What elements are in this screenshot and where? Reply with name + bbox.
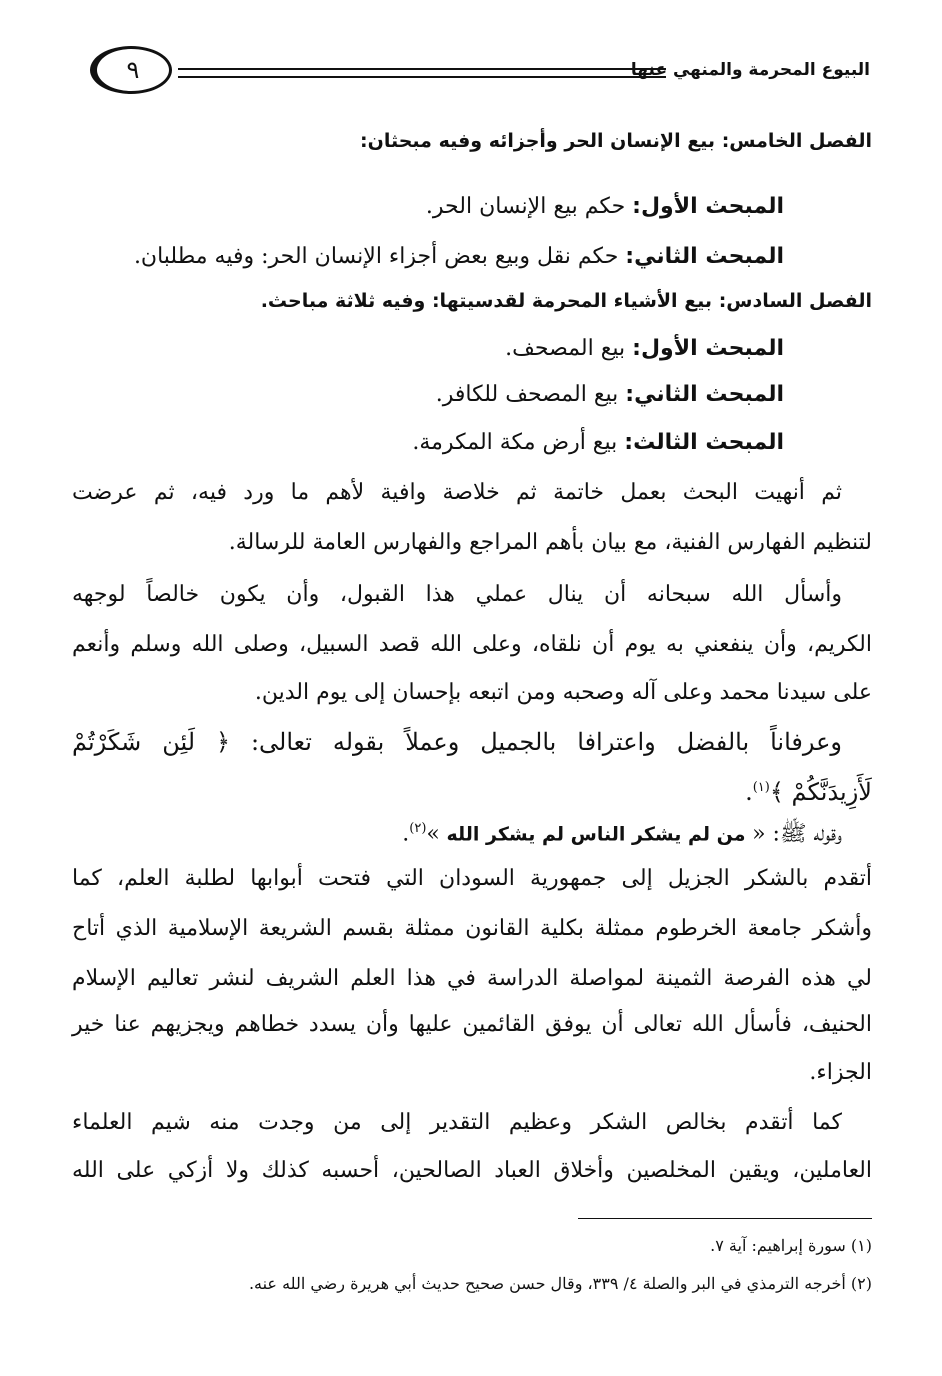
footnote-separator bbox=[578, 1218, 872, 1219]
section-title: حكم بيع الإنسان الحر. bbox=[425, 194, 633, 219]
section-item bbox=[134, 246, 784, 268]
paragraph-line: ثم أنهيت البحث بعمل خاتمة ثم خلاصة وافية لأهم ما ورد فيه، ثم عرضت bbox=[72, 480, 842, 505]
chapter-label: الفصل السادس: bbox=[718, 290, 872, 312]
paragraph-line: لَأَزِيدَنَّكُمْ ﴾$^{(١)}$. bbox=[745, 778, 872, 806]
section-item bbox=[436, 384, 784, 406]
footnote-ref: (١) bbox=[752, 780, 770, 795]
paragraph-line: كما أتقدم بخالص الشكر وعظيم التقدير إلى من وجدت منه شيم العلماء bbox=[72, 1110, 842, 1135]
running-title: البيوع المحرمة والمنهي عنها bbox=[630, 60, 870, 80]
section-item bbox=[412, 432, 784, 454]
section-title: حكم نقل وبيع بعض أجزاء الإنسان الحر: وفيه مطلبان. bbox=[133, 244, 626, 269]
section-label: المبحث الثاني: bbox=[625, 244, 784, 269]
section-item bbox=[505, 338, 784, 360]
paragraph-line: وقوله ﷺ: « من لم يشكر الناس لم يشكر الله »$^{(٢)}$. bbox=[402, 821, 842, 847]
footnote: (٢) أخرجه الترمذي في البر والصلة ٤/ ٣٣٩، وقال حسن صحيح حديث أبي هريرة رضي الله عنه. bbox=[248, 1274, 872, 1293]
hadith-text: من لم يشكر الناس لم يشكر الله bbox=[439, 823, 753, 846]
chapter-title: بيع الإنسان الحر وأجزائه وفيه مبحثان: bbox=[360, 130, 722, 152]
quran-verse: لَأَزِيدَنَّكُمْ ﴾ bbox=[769, 778, 872, 806]
paragraph-line: لتنظيم الفهارس الفنية، مع بيان بأهم المراجع والفهارس العامة للرسالة. bbox=[228, 530, 872, 555]
section-label: المبحث الأول: bbox=[632, 194, 784, 219]
paragraph-line: وأشكر جامعة الخرطوم ممثلة بكلية القانون ممثلة بقسم الشريعة الإسلامية الذي أتاح bbox=[72, 916, 872, 941]
section-label: المبحث الأول: bbox=[632, 336, 784, 361]
page-number: ٩ bbox=[90, 46, 172, 94]
section-label: المبحث الثاني: bbox=[625, 382, 784, 407]
paragraph-line: الكريم، وأن ينفعني به يوم أن نلقاه، وعلى الله قصد السبيل، وصلى الله وسلم وأنعم bbox=[72, 632, 872, 657]
paragraph-line: لي هذه الفرصة الثمينة لمواصلة الدراسة في هذا العلم الشريف لنشر تعاليم الإسلام bbox=[72, 966, 872, 991]
chapter-label: الفصل الخامس: bbox=[721, 130, 872, 152]
section-title: بيع أرض مكة المكرمة. bbox=[412, 430, 625, 455]
hadith-suffix: » bbox=[426, 821, 440, 847]
section-title: بيع المصحف. bbox=[505, 336, 633, 361]
header-rule bbox=[178, 68, 666, 70]
section-item bbox=[426, 196, 784, 218]
paragraph-line: أتقدم بالشكر الجزيل إلى جمهورية السودان التي فتحت أبوابها لطلبة العلم، كما bbox=[72, 866, 872, 891]
chapter-heading bbox=[360, 132, 872, 151]
paragraph-line: وأسأل الله سبحانه أن ينال عملي هذا القبول، وأن يكون خالصاً لوجهه bbox=[72, 582, 842, 607]
hadith-prefix: وقوله ﷺ: « bbox=[752, 821, 842, 847]
paragraph-line: على سيدنا محمد وعلى آله وصحبه ومن اتبعه بإحسان إلى يوم الدين. bbox=[254, 680, 872, 705]
paragraph-line: الحنيف، فأسأل الله تعالى أن يوفق القائمين عليها وأن يسدد خطاهم ويجزيهم عنا خير bbox=[72, 1012, 872, 1037]
paragraph-line: الجزاء. bbox=[809, 1060, 872, 1085]
header-rule bbox=[178, 76, 666, 78]
paragraph-line: وعرفاناً بالفضل واعترافا بالجميل وعملاً بقوله تعالى: ﴿ لَئِن شَكَرْتُمْ bbox=[72, 728, 842, 756]
chapter-title: بيع الأشياء المحرمة لقدسيتها: وفيه ثلاثة مباحث. bbox=[260, 290, 719, 312]
section-label: المبحث الثالث: bbox=[624, 430, 784, 455]
footnote: (١) سورة إبراهيم: آية ٧. bbox=[710, 1236, 872, 1255]
footnote-ref: (٢) bbox=[409, 821, 427, 836]
chapter-heading bbox=[261, 292, 872, 311]
paragraph-line: العاملين، ويقين المخلصين وأخلاق العباد الصالحين، أحسبه كذلك ولا أزكي على الله bbox=[72, 1158, 872, 1183]
section-title: بيع المصحف للكافر. bbox=[435, 382, 626, 407]
